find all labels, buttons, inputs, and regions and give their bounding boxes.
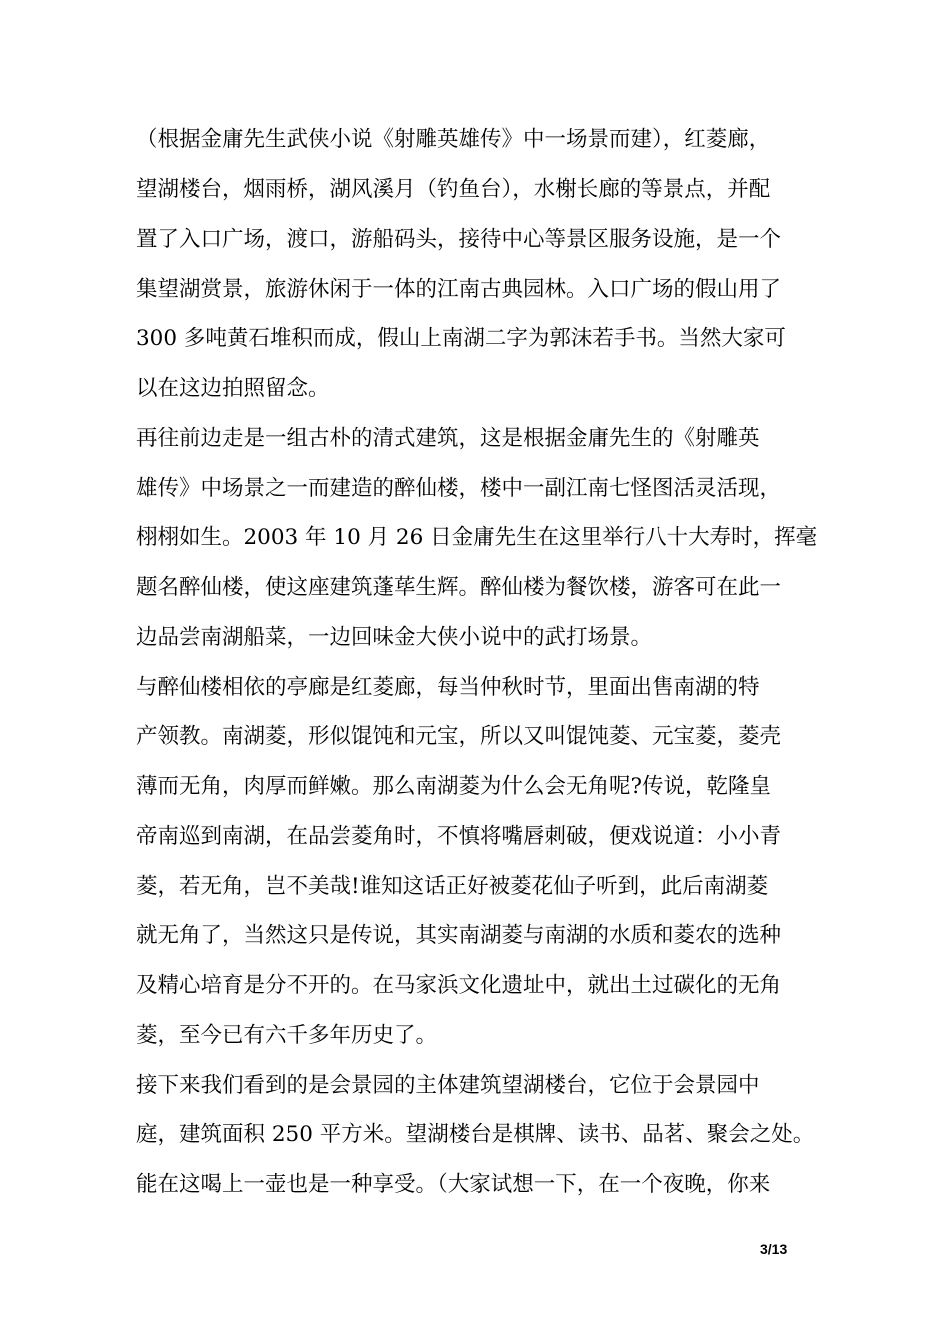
text-line: 帝南巡到南湖，在品尝菱角时，不慎将嘴唇刺破，便戏说道：小小青 [136,824,782,849]
page-number: 3/13 [760,1241,788,1257]
text-line: 庭，建筑面积 250 平方米。望湖楼台是棋牌、读书、品茗、聚会之处。 [136,1122,815,1147]
text-line: 300 多吨黄石堆积而成，假山上南湖二字为郭沫若手书。当然大家可 [136,326,786,351]
text-line: 与醉仙楼相依的亭廊是红菱廊，每当仲秋时节，里面出售南湖的特 [136,675,760,700]
text-line: 菱，若无角，岂不美哉!谁知这话正好被菱花仙子听到，此后南湖菱 [136,874,769,899]
text-line: 再往前边走是一组古朴的清式建筑，这是根据金庸先生的《射雕英 [136,426,760,451]
text-line: 及精心培育是分不开的。在马家浜文化遗址中，就出土过碳化的无角 [136,973,782,998]
text-line: 薄而无角，肉厚而鲜嫩。那么南湖菱为什么会无角呢?传说，乾隆皇 [136,774,772,799]
text-line: 接下来我们看到的是会景园的主体建筑望湖楼台，它位于会景园中 [136,1073,760,1098]
text-line: 望湖楼台，烟雨桥，湖风溪月（钓鱼台），水榭长廊的等景点，并配 [136,177,771,202]
text-line: 栩栩如生。2003 年 10 月 26 日金庸先生在这里举行八十大寿时，挥毫 [136,525,818,550]
text-line: 产领教。南湖菱，形似馄饨和元宝，所以又叫馄饨菱、元宝菱，菱壳 [136,724,782,749]
text-line: 就无角了，当然这只是传说，其实南湖菱与南湖的水质和菱农的选种 [136,923,782,948]
text-line: 集望湖赏景，旅游休闲于一体的江南古典园林。入口广场的假山用了 [136,277,782,302]
text-line: 边品尝南湖船菜，一边回味金大侠小说中的武打场景。 [136,625,653,650]
text-line: 以在这边拍照留念。 [136,376,330,401]
text-line: （根据金庸先生武侠小说《射雕英雄传》中一场景而建），红菱廊， [136,127,771,152]
text-line: 雄传》中场景之一而建造的醉仙楼，楼中一副江南七怪图活灵活现， [136,476,782,501]
text-line: 能在这喝上一壶也是一种享受。（大家试想一下，在一个夜晚，你来 [136,1172,771,1197]
text-line: 菱，至今已有六千多年历史了。 [136,1023,438,1048]
text-line: 置了入口广场，渡口，游船码头，接待中心等景区服务设施，是一个 [136,227,782,252]
text-line: 题名醉仙楼，使这座建筑蓬荜生辉。醉仙楼为餐饮楼，游客可在此一 [136,575,782,600]
